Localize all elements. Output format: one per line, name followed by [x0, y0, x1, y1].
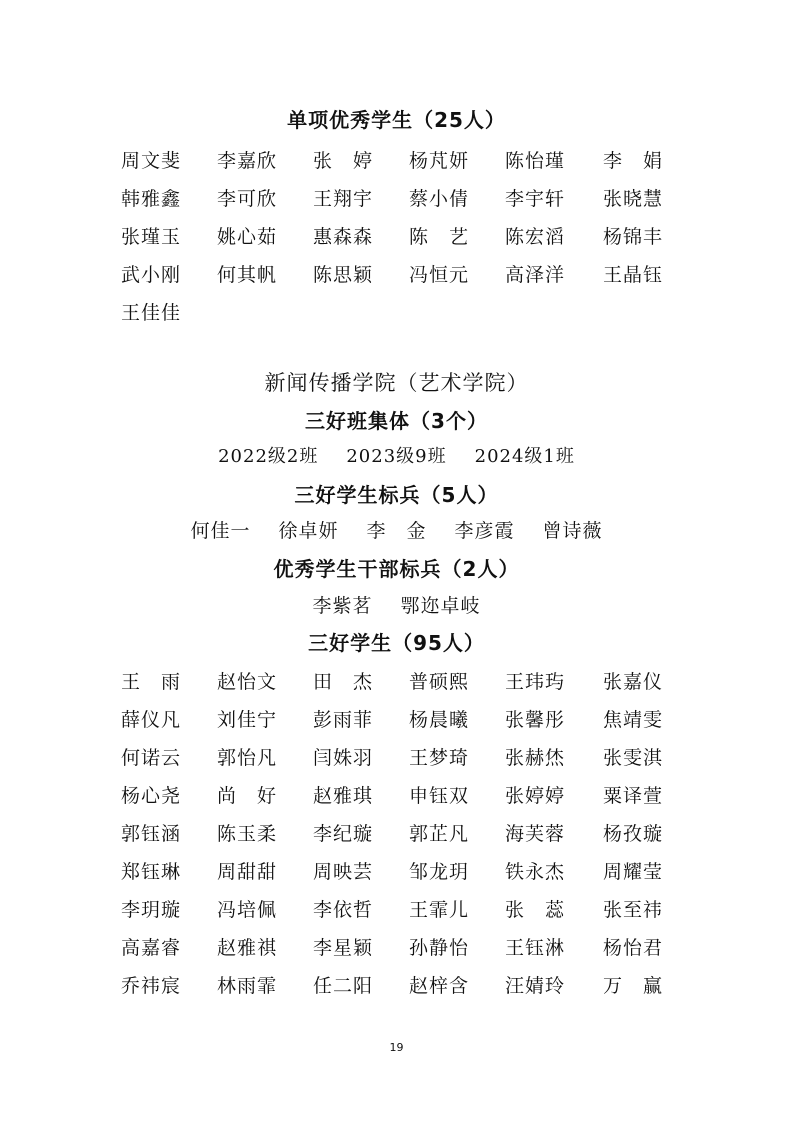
student-name: 王 雨: [121, 671, 182, 693]
student-name: 邹龙玥: [409, 861, 470, 883]
name-row: [121, 705, 701, 743]
student-name: 普硕熙: [409, 671, 470, 693]
student-name: 陈 艺: [409, 226, 470, 248]
class-item: 2023级9班: [346, 446, 447, 467]
student-name: 海芙蓉: [505, 823, 566, 845]
student-name: 杨孜璇: [603, 823, 664, 845]
student-name: 李依哲: [313, 899, 374, 921]
student-name: 蔡小倩: [409, 188, 470, 210]
student-name: 周映芸: [313, 861, 374, 883]
student-name: 张 蕊: [505, 899, 566, 921]
name-grid-single-item: [121, 146, 701, 336]
student-name: 高泽洋: [505, 264, 566, 286]
student-name: 王梦琦: [409, 747, 470, 769]
name-row: [121, 743, 701, 781]
student-name: 粟译萱: [603, 785, 664, 807]
student-name: 曾诗薇: [542, 520, 603, 542]
student-name: 尚 好: [217, 785, 278, 807]
student-name: 冯培佩: [217, 899, 278, 921]
student-name: 徐卓妍: [278, 520, 339, 542]
student-name: 张婷婷: [505, 785, 566, 807]
student-name: 杨锦丰: [603, 226, 664, 248]
student-name: 铁永杰: [505, 861, 566, 883]
student-name: 武小刚: [121, 264, 182, 286]
student-name: 陈思颖: [313, 264, 374, 286]
student-name: 李可欣: [217, 188, 278, 210]
name-row: [121, 819, 701, 857]
name-row: [121, 667, 701, 705]
student-name: 郭怡凡: [217, 747, 278, 769]
student-name: 李宇轩: [505, 188, 566, 210]
student-name: 李 娟: [603, 150, 664, 172]
student-name: 冯恒元: [409, 264, 470, 286]
name-row: [121, 933, 701, 971]
student-name: 赵梓含: [409, 975, 470, 997]
student-name: 焦靖雯: [603, 709, 664, 731]
college-title: 新闻传播学院（艺术学院）: [264, 371, 529, 395]
student-name: 张嘉仪: [603, 671, 664, 693]
section-heading-model-students: 三好学生标兵（5人）: [294, 483, 499, 507]
student-name: 高嘉睿: [121, 937, 182, 959]
student-name: 王玮玙: [505, 671, 566, 693]
student-name: 杨怡君: [603, 937, 664, 959]
name-row: [121, 971, 701, 1009]
student-name: 王钰淋: [505, 937, 566, 959]
student-name: 林雨霏: [217, 975, 278, 997]
name-row: [121, 222, 701, 260]
student-name: 张至祎: [603, 899, 664, 921]
student-name: 鄂迩卓岐: [400, 595, 481, 617]
student-name: 陈宏滔: [505, 226, 566, 248]
student-name: 乔祎宸: [121, 975, 182, 997]
student-name: 郭钰涵: [121, 823, 182, 845]
student-name: 姚心茹: [217, 226, 278, 248]
student-name: 赵雅祺: [217, 937, 278, 959]
model-cadre-list: [0, 591, 793, 618]
student-name: 李纪璇: [313, 823, 374, 845]
student-name: 孙静怡: [409, 937, 470, 959]
student-name: 李玥璇: [121, 899, 182, 921]
student-name: 张雯淇: [603, 747, 664, 769]
student-name: 郑钰琳: [121, 861, 182, 883]
student-name: 刘佳宁: [217, 709, 278, 731]
student-name: 闫姝羽: [313, 747, 374, 769]
name-row: [121, 781, 701, 819]
student-name: 赵怡文: [217, 671, 278, 693]
student-name: 李嘉欣: [217, 150, 278, 172]
student-name: 汪婧玲: [505, 975, 566, 997]
student-name: 何其帆: [217, 264, 278, 286]
student-name: 何佳一: [190, 520, 251, 542]
student-name: 王佳佳: [121, 302, 182, 324]
student-name: 陈玉柔: [217, 823, 278, 845]
student-name: 申钰双: [409, 785, 470, 807]
student-name: 周耀莹: [603, 861, 664, 883]
student-name: 王翔宇: [313, 188, 374, 210]
name-row: [121, 146, 701, 184]
class-item: 2024级1班: [474, 446, 575, 467]
student-name: 惠森森: [313, 226, 374, 248]
student-name: 彭雨菲: [313, 709, 374, 731]
student-name: 赵雅琪: [313, 785, 374, 807]
student-name: 杨芃妍: [409, 150, 470, 172]
section-heading-classes: 三好班集体（3个）: [305, 409, 488, 433]
student-name: 杨心尧: [121, 785, 182, 807]
student-name: 周甜甜: [217, 861, 278, 883]
student-name: 任二阳: [313, 975, 374, 997]
name-row: [121, 184, 701, 222]
student-name: 田 杰: [313, 671, 374, 693]
name-row: [121, 298, 701, 336]
student-name: 何诺云: [121, 747, 182, 769]
student-name: 王晶钰: [603, 264, 664, 286]
student-name: 李星颖: [313, 937, 374, 959]
section-heading-model-cadres: 优秀学生干部标兵（2人）: [273, 557, 520, 581]
model-student-list: [0, 516, 793, 543]
student-name: 张 婷: [313, 150, 374, 172]
student-name: 郭芷凡: [409, 823, 470, 845]
student-name: 李 金: [366, 520, 427, 542]
student-name: 张馨彤: [505, 709, 566, 731]
student-name: 张晓慧: [603, 188, 664, 210]
name-row: [121, 260, 701, 298]
student-name: 李紫茗: [312, 595, 373, 617]
student-name: 周文斐: [121, 150, 182, 172]
student-name: 韩雅鑫: [121, 188, 182, 210]
name-row: [121, 857, 701, 895]
student-name: 陈怡瑾: [505, 150, 566, 172]
student-name: 李彦霞: [454, 520, 515, 542]
page-number: 19: [389, 1041, 404, 1054]
section-heading-single-item: 单项优秀学生（25人）: [287, 108, 506, 132]
student-name: 薛仪凡: [121, 709, 182, 731]
section-heading-good-students: 三好学生（95人）: [308, 631, 485, 655]
class-list: [0, 442, 793, 468]
student-name: 张赫烋: [505, 747, 566, 769]
student-name: 张瑾玉: [121, 226, 182, 248]
name-row: [121, 895, 701, 933]
name-grid-good-students: [121, 667, 701, 1009]
student-name: 王霏儿: [409, 899, 470, 921]
class-item: 2022级2班: [218, 446, 319, 467]
student-name: 万 赢: [603, 975, 664, 997]
student-name: 杨晨曦: [409, 709, 470, 731]
